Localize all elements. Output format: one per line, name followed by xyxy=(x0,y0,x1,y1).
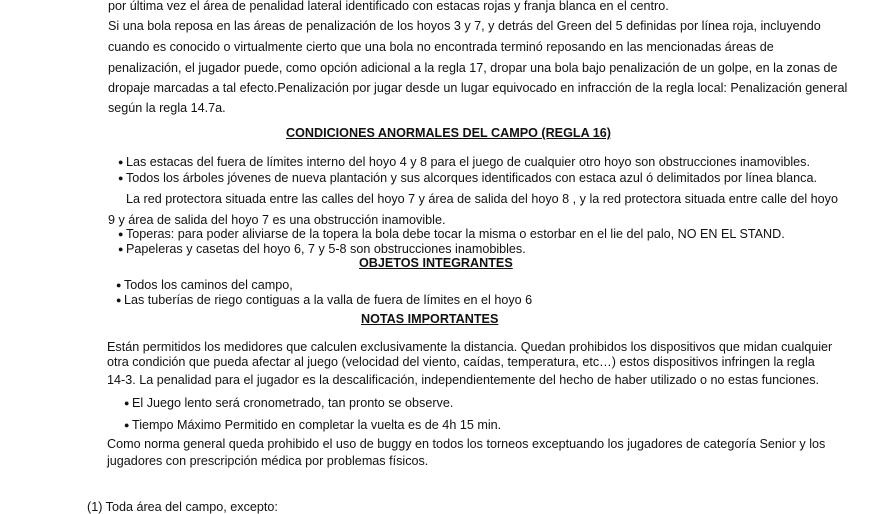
bullet: ● xyxy=(124,420,130,430)
list-item-text: Tiempo Máximo Permitido en completar la vuelta es de 4h 15 min. xyxy=(132,418,502,432)
bullet: ● xyxy=(118,157,124,167)
list-item xyxy=(118,172,817,185)
list-item xyxy=(116,294,532,307)
list-item xyxy=(116,279,293,292)
footnote: (1) Toda área del campo, excepto: xyxy=(87,500,278,514)
text-line: según la regla 14.7a. xyxy=(108,101,226,115)
text-line: Están permitidos los medidores que calculen exclusivamente la distancia. Quedan prohibidos los dispositivos que midan cualquier xyxy=(107,340,833,354)
list-item xyxy=(118,156,810,169)
section-heading: CONDICIONES ANORMALES DEL CAMPO (REGLA 16) xyxy=(286,126,611,140)
text-line: jugadores con prescripción médica por problemas físicos. xyxy=(107,454,429,468)
text-line: 9 y área de salida del hoyo 7 es una obstrucción inamovible. xyxy=(108,213,446,227)
list-item-text: Todos los árboles jóvenes de nueva plantación y sus alcorques identificados con estaca azul ó delimitados por línea blanca. xyxy=(126,171,817,185)
section-heading: NOTAS IMPORTANTES xyxy=(361,312,499,326)
text-line: 14-3. La penalidad para el jugador es la descalificación, independientemente del hecho de haber utilizado o no estas funciones. xyxy=(107,373,820,387)
bullet: ● xyxy=(116,280,122,290)
bullet: ● xyxy=(124,398,130,408)
text-line: La red protectora situada entre las calles del hoyo 7 y área de salida del hoyo 8 , y la red protectora situada entre calle del hoyo xyxy=(126,192,838,206)
list-item xyxy=(124,419,501,432)
text-line: otra condición que pueda afectar al juego (velocidad del viento, caídas, temperatura, etc…) estos dispositivos infringen la regla xyxy=(107,355,815,369)
list-item-text: Las tuberías de riego contiguas a la valla de fuera de límites en el hoyo 6 xyxy=(124,293,533,307)
bullet: ● xyxy=(118,244,124,254)
list-item-text: Las estacas del fuera de límites interno del hoyo 4 y 8 para el juego de cualquier otro hoyo son obstrucciones inamovibles. xyxy=(126,155,810,169)
text-line: Como norma general queda prohibido el uso de buggy en todos los torneos exceptuando los jugadores de categoría Senior y los xyxy=(107,437,826,451)
bullet: ● xyxy=(118,173,124,183)
bullet: ● xyxy=(118,229,124,239)
list-item-text: Toperas: para poder aliviarse de la topera la bola debe tocar la misma o estorbar en el lie del palo, NO EN EL STAND. xyxy=(126,227,785,241)
text-line: por última vez el área de penalidad lateral identificado con estacas rojas y franja blanca en el centro. xyxy=(108,0,669,13)
text-line: dropaje marcadas a tal efecto.Penalización por jugar desde un lugar equivocado en infracción de la regla local: Penalización general xyxy=(108,81,848,95)
list-item xyxy=(124,397,453,410)
text-line: cuando es conocido o virtualmente cierto que una bola no encontrada terminó reposando en las mencionadas áreas de xyxy=(108,40,774,54)
text-line: Si una bola reposa en las áreas de penalización de los hoyos 3 y 7, y detrás del Green del 5 definidas por línea roja, incluyendo xyxy=(108,19,821,33)
list-item-text: El Juego lento será cronometrado, tan pronto se observe. xyxy=(132,396,454,410)
text-line: penalización, el jugador puede, como opción adicional a la regla 17, dropar una bola bajo penalización de un golpe, en la zonas de xyxy=(108,61,838,75)
list-item xyxy=(118,243,526,256)
list-item-text: Papeleras y casetas del hoyo 6, 7 y 5-8 son obstrucciones inamobibles. xyxy=(126,242,526,256)
list-item xyxy=(118,228,785,241)
bullet: ● xyxy=(116,295,122,305)
list-item-text: Todos los caminos del campo, xyxy=(124,278,293,292)
section-heading: OBJETOS INTEGRANTES xyxy=(359,256,513,270)
